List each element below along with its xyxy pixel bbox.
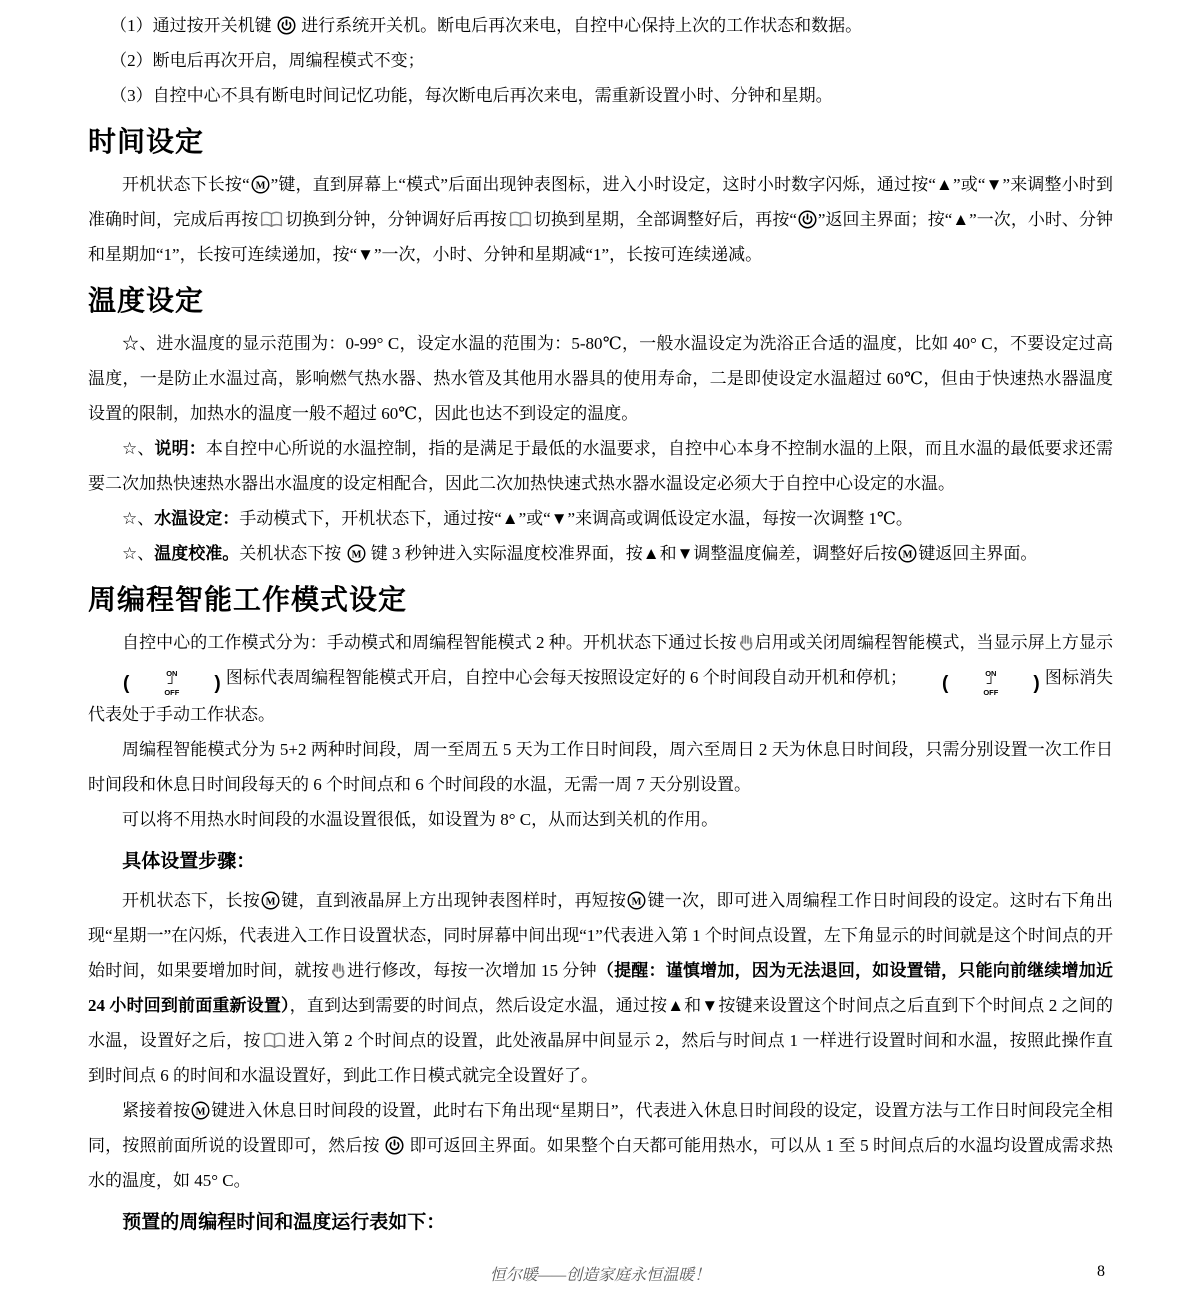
text-run: 可以将不用热水时间段的水温设置很低，如设置为 8° C，从而达到关机的作用。 bbox=[122, 810, 719, 830]
text-run: 切换到分钟，分钟调好后再按 bbox=[285, 210, 507, 229]
text-run: ，直到达到需要的时间点，然后设定水温，通过按▲和▼按键来设置这个时间点之后直到下个时间点 2 之间的水温，设置好之后，按 bbox=[88, 996, 1113, 1051]
svg-text:M: M bbox=[195, 1106, 206, 1118]
paragraph bbox=[88, 1093, 1113, 1198]
text-run: 图标代表周编程智能模式开启，自控中心会每天按照设定好的 6 个时间段自动开机和停机； bbox=[221, 668, 907, 687]
power-icon bbox=[798, 210, 817, 229]
book-icon bbox=[262, 1032, 287, 1050]
text-run: 本自控中心所说的水温控制，指的是满足于最低的水温要求，自控中心本身不控制水温的上限，而且水温的最低要求还需要二次加热快速热水器出水温度的设定相配合，因此二次加热快速式热水器水温设定必须大于自控中心设定的水温。 bbox=[88, 439, 1113, 493]
onoff-icon: ( ON ┘ OFF ) bbox=[123, 668, 221, 697]
power-icon bbox=[277, 16, 296, 35]
text-run: （2）断电后再次开启，周编程模式不变； bbox=[110, 51, 425, 70]
text-run: 切换到星期，全部调整好后，再按“ bbox=[533, 210, 797, 229]
svg-text:M: M bbox=[351, 549, 361, 561]
text-run: 关机状态下按 bbox=[239, 544, 346, 563]
book-icon bbox=[508, 211, 533, 229]
svg-text:M: M bbox=[902, 549, 913, 561]
document-body bbox=[88, 8, 1113, 1244]
svg-text:M: M bbox=[255, 180, 266, 192]
text-run: 键一次，即可进入周编程工作日时间段的设定。这时右下角出现“星期一”在闪烁，代表进入工作日设置状态，同时屏幕中间出现“1”代表进入第 1 个时间点设置，左下角显示的时间就是这个时间点的开始时间，如果要增加时间，就按 bbox=[88, 891, 1113, 981]
text-run: 进行系统开关机。断电后再次来电，自控中心保持上次的工作状态和数据。 bbox=[296, 16, 863, 35]
book-icon bbox=[259, 211, 284, 229]
footer-slogan: 恒尔暖——创造家庭永恒温暖！ bbox=[489, 1267, 711, 1284]
paragraph bbox=[88, 431, 1113, 501]
list-item bbox=[88, 78, 1113, 113]
text-run: 键返回主界面。 bbox=[918, 544, 1038, 563]
paragraph bbox=[88, 501, 1113, 536]
hand-icon bbox=[738, 634, 754, 652]
text-run: 键，直到液晶屏上方出现钟表图样时，再短按 bbox=[281, 891, 627, 911]
section-heading: 时间设定 bbox=[88, 126, 205, 157]
paragraph bbox=[88, 167, 1113, 272]
bold-text: （提醒：谨慎增加，因为无法退回，如设置错，只能向前继续增加近 24 小时回到前面重新设置） bbox=[88, 961, 1114, 1016]
page-number: 8 bbox=[1097, 1263, 1105, 1280]
text-run: ☆、 bbox=[122, 509, 155, 528]
text-run: ”返回主界面；按“▲”一次，小时、分钟和星期加“1”，长按可连续递加，按“▼”一次，小时、分钟和星期减“1”，长按可连续递减。 bbox=[88, 210, 1113, 264]
sub-heading: 具体设置步骤： bbox=[122, 851, 256, 873]
text-run: ☆、 bbox=[122, 544, 155, 563]
text-run: 紧接着按 bbox=[122, 1101, 191, 1121]
text-run: 启用或关闭周编程智能模式，当显示屏上方显示 bbox=[754, 633, 1114, 652]
sub-heading: 预置的周编程时间和温度运行表如下： bbox=[122, 1212, 446, 1234]
power-icon bbox=[385, 1136, 404, 1155]
paragraph bbox=[88, 326, 1113, 431]
paragraph bbox=[88, 802, 1113, 837]
text-run: （1）通过按开关机键 bbox=[110, 16, 276, 35]
text-run: 开机状态下长按“ bbox=[122, 175, 250, 194]
m-key-icon bbox=[627, 891, 646, 910]
m-key-icon bbox=[251, 175, 270, 194]
svg-text:M: M bbox=[265, 896, 276, 908]
list-item bbox=[88, 43, 1113, 78]
text-run: ☆、 bbox=[122, 439, 155, 458]
text-run: 周编程智能模式分为 5+2 两种时间段，周一至周五 5 天为工作日时间段，周六至周日 2 天为休息日时间段，只需分别设置一次工作日时间段和休息日时间段每天的 6 个时间点和 6 个时间段的水温，无需一周 7 天分别设置。 bbox=[88, 740, 1113, 795]
text-run: ☆、进水温度的显示范围为：0-99° C，设定水温的范围为：5-80℃，一般水温设定为洗浴正合适的温度，比如 40° C，不要设定过高温度，一是防止水温过高，影响燃气热水器、热水管及其他用水器具的使用寿命，二是即使设定水温超过 60℃，但由于快速热水器温度设置的限制，加热水的温度一般不超过 60℃，因此也达不到设定的温度。 bbox=[88, 334, 1113, 423]
text-run: 进入第 2 个时间点的设置，此处液晶屏中间显示 2，然后与时间点 1 一样进行设置时间和水温，按照此操作直到时间点 6 的时间和水温设置好，到此工作日模式就完全设置好了。 bbox=[88, 1031, 1114, 1086]
bold-text: 水温设定： bbox=[154, 509, 240, 528]
m-key-icon bbox=[898, 544, 917, 563]
section-heading: 周编程智能工作模式设定 bbox=[88, 584, 408, 615]
bold-text: 说明： bbox=[154, 439, 206, 458]
text-run: 开机状态下，长按 bbox=[122, 891, 260, 911]
m-key-icon bbox=[347, 544, 366, 563]
bold-text: 温度校准。 bbox=[154, 544, 240, 563]
text-run: （3）自控中心不具有断电时间记忆功能，每次断电后再次来电，需重新设置小时、分钟和星期。 bbox=[110, 86, 833, 105]
text-run: ”键，直到屏幕上“模式”后面出现钟表图标，进入小时设定，这时小时数字闪烁，通过按“▲”或“▼”来调整小时到准确时间，完成后再按 bbox=[88, 175, 1114, 229]
text-run: 进行修改，每按一次增加 15 分钟 bbox=[346, 961, 597, 981]
text-run: 即可返回主界面。如果整个白天都可能用热水，可以从 1 至 5 时间点后的水温均设置成需求热水的温度，如 45° C。 bbox=[88, 1136, 1114, 1191]
paragraph bbox=[88, 536, 1113, 571]
text-run: 自控中心的工作模式分为：手动模式和周编程智能模式 2 种。开机状态下通过长按 bbox=[122, 633, 737, 652]
m-key-icon bbox=[261, 891, 280, 910]
svg-text:M: M bbox=[631, 896, 642, 908]
paragraph bbox=[88, 883, 1113, 1093]
list-item bbox=[88, 8, 1113, 43]
text-run: 键 3 秒钟进入实际温度校准界面，按▲和▼调整温度偏差，调整好后按 bbox=[366, 544, 898, 563]
text-run: 手动模式下，开机状态下，通过按“▲”或“▼”来调高或调低设定水温，每按一次调整 1℃。 bbox=[239, 509, 913, 528]
section-heading: 温度设定 bbox=[88, 285, 205, 316]
paragraph bbox=[88, 732, 1113, 802]
text-run: 图标消失代表处于手动工作状态。 bbox=[88, 668, 1114, 725]
onoff-icon: ( ON ┘ OFF ) bbox=[942, 668, 1040, 697]
hand-icon bbox=[330, 962, 346, 980]
m-key-icon bbox=[191, 1101, 210, 1120]
text-run: 键进入休息日时间段的设置，此时右下角出现“星期日”，代表进入休息日时间段的设定，设置方法与工作日时间段完全相同，按照前面所说的设置即可，然后按 bbox=[88, 1101, 1113, 1156]
page-footer bbox=[0, 1262, 1200, 1286]
paragraph bbox=[88, 625, 1113, 732]
